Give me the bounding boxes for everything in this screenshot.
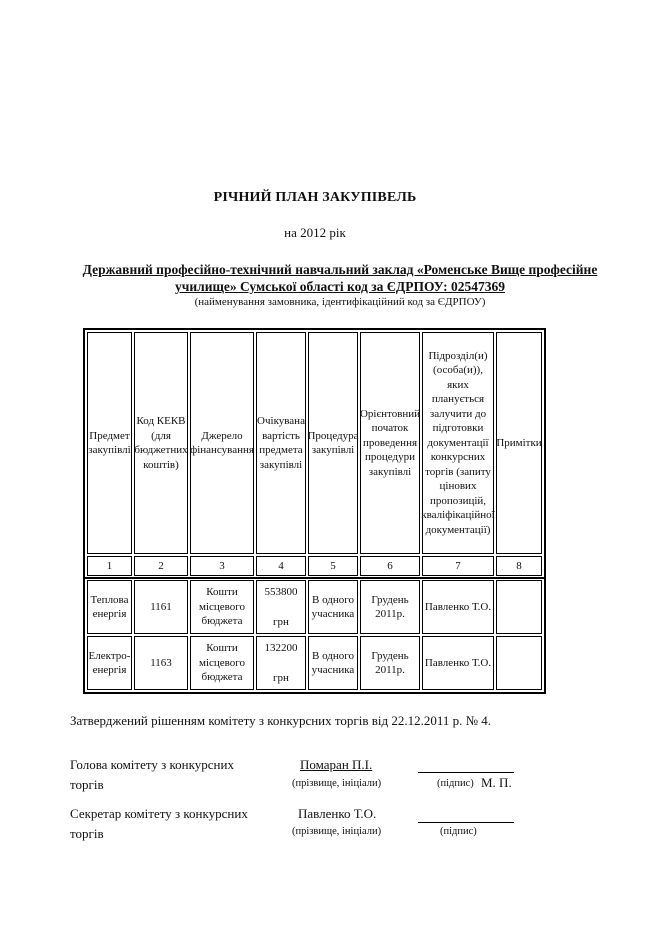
secretary-name: Павленко Т.О. bbox=[298, 806, 377, 821]
column-number: 5 bbox=[308, 556, 358, 576]
row2-source: Кошти місцевого бюджета bbox=[190, 636, 254, 690]
secretary-name-caption: (прізвище, ініціали) bbox=[292, 826, 382, 837]
document-title: РІЧНИЙ ПЛАН ЗАКУПІВЕЛЬ bbox=[213, 190, 417, 205]
header-source: Джерело фінансування bbox=[190, 332, 254, 554]
secretary-role: Секретар комітету з конкурсних торгів bbox=[70, 806, 248, 841]
column-number: 2 bbox=[134, 556, 188, 576]
header-kekv: Код КЕКВ (для бюджетних коштів) bbox=[134, 332, 188, 554]
row2-procedure: В одного учасника bbox=[308, 636, 358, 690]
procurement-table bbox=[83, 328, 546, 694]
header-subject: Предмет закупівлі bbox=[87, 332, 132, 554]
header-responsible: Підрозділ(и) (особа(и)), яких планується залучити до підготовки документації конкурсних торгів (запиту цінових пропозицій, кваліфікаційної документації) bbox=[422, 332, 494, 554]
secretary-signature-line bbox=[418, 822, 514, 823]
row2-cost: 132200 bbox=[264, 642, 298, 654]
organization-name-line-1: Державний професійно-технічний навчальний заклад «Роменське Вище професійне bbox=[82, 262, 598, 277]
head-role: Голова комітету з конкурсних торгів bbox=[70, 757, 234, 792]
head-signature-caption: (підпис) bbox=[437, 778, 474, 789]
column-number: 4 bbox=[256, 556, 306, 576]
organization-name-line-2: училище» Сумської області код за ЄДРПОУ: 02547369 bbox=[175, 279, 505, 294]
organization-caption: (найменування замовника, ідентифікаційний код за ЄДРПОУ) bbox=[194, 296, 486, 308]
head-signature-line bbox=[418, 772, 514, 773]
head-name: Помаран П.І. bbox=[300, 757, 373, 772]
row1-start: Грудень 2011р. bbox=[360, 580, 420, 634]
row1-kekv: 1161 bbox=[134, 580, 188, 634]
row1-subject: Теплова енергія bbox=[87, 580, 132, 634]
column-number: 7 bbox=[422, 556, 494, 576]
header-start-date: Орієнтовний початок проведення процедури закупівлі bbox=[360, 332, 420, 554]
row1-currency: грн bbox=[273, 615, 289, 628]
approval-statement: Затверджений рішенням комітету з конкурсних торгів від 22.12.2011 р. № 4. bbox=[70, 713, 492, 728]
secretary-signature-caption: (підпис) bbox=[440, 826, 477, 837]
row1-notes bbox=[496, 580, 542, 634]
row1-cost: 553800 bbox=[264, 586, 298, 598]
row1-source: Кошти місцевого бюджета bbox=[190, 580, 254, 634]
row1-procedure: В одного учасника bbox=[308, 580, 358, 634]
plan-year: на 2012 рік bbox=[284, 225, 346, 240]
row1-responsible: Павленко Т.О. bbox=[422, 580, 494, 634]
head-name-caption: (прізвище, ініціали) bbox=[292, 778, 382, 789]
header-expected-cost: Очікувана вартість предмета закупівлі bbox=[256, 332, 306, 554]
row2-subject: Електро- енергія bbox=[87, 636, 132, 690]
row2-responsible: Павленко Т.О. bbox=[422, 636, 494, 690]
row2-currency: грн bbox=[273, 671, 289, 684]
row2-start: Грудень 2011р. bbox=[360, 636, 420, 690]
column-number: 1 bbox=[87, 556, 132, 576]
column-number: 6 bbox=[360, 556, 420, 576]
column-number: 3 bbox=[190, 556, 254, 576]
header-procedure: Процедура закупівлі bbox=[308, 332, 358, 554]
row2-kekv: 1163 bbox=[134, 636, 188, 690]
row-separator bbox=[85, 577, 544, 579]
stamp-place: М. П. bbox=[481, 775, 512, 790]
column-number: 8 bbox=[496, 556, 542, 576]
row1-cost-cell bbox=[256, 580, 306, 634]
row2-cost-cell bbox=[256, 636, 306, 690]
row2-notes bbox=[496, 636, 542, 690]
header-notes: Примітки bbox=[496, 332, 542, 554]
